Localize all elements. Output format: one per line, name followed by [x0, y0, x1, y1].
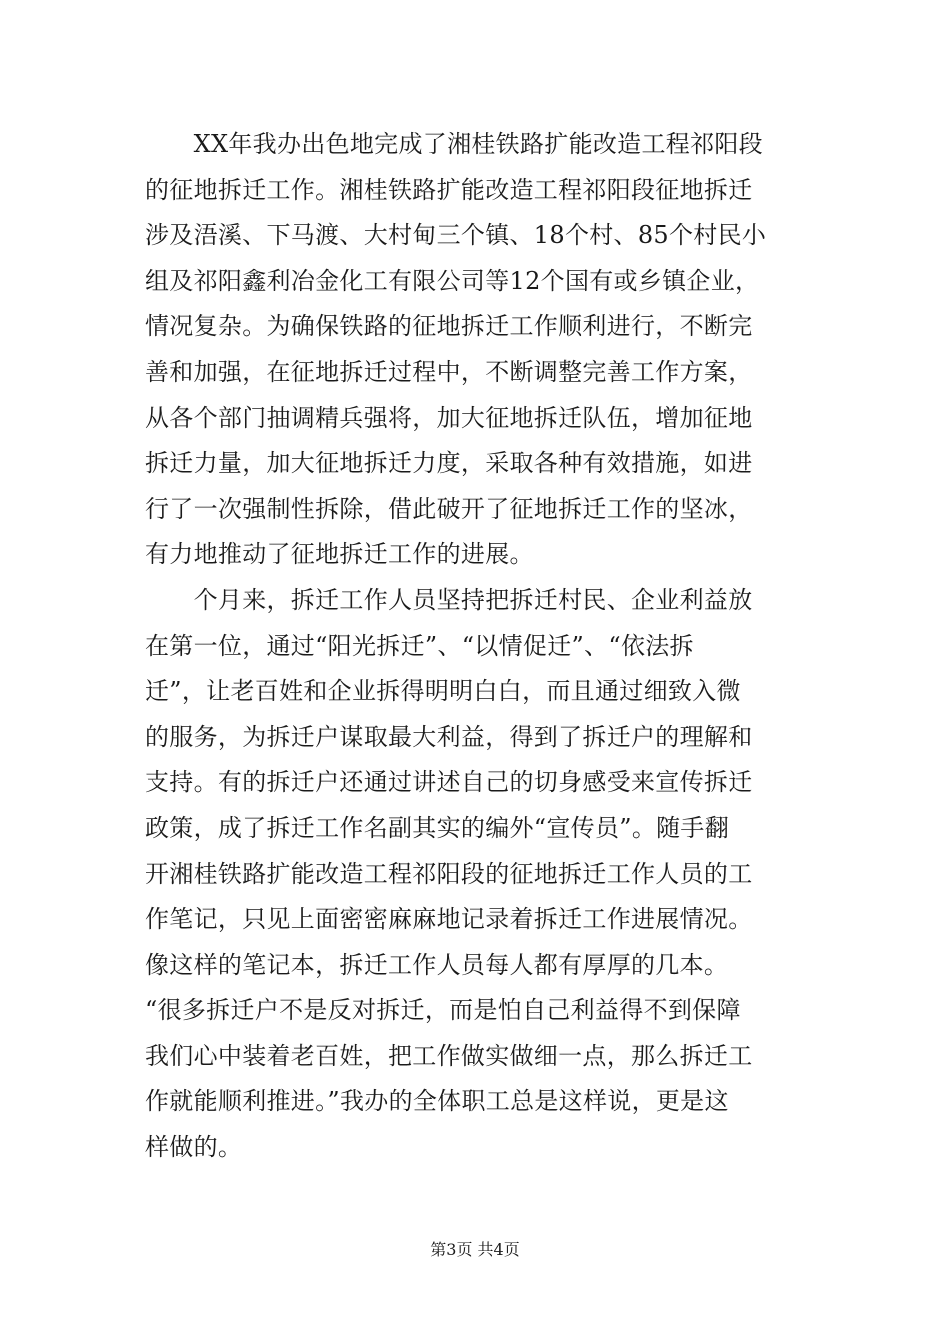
text-line: 迁”，让老百姓和企业拆得明明白白，而且通过细致入微	[145, 677, 741, 706]
text-line: 我们心中装着老百姓，把工作做实做细一点，那么拆迁工	[145, 1041, 753, 1070]
text-line: 从各个部门抽调精兵强将，加大征地拆迁队伍，增加征地	[145, 403, 753, 432]
page-number: 第3页 共4页	[430, 1240, 520, 1259]
text-line: 行了一次强制性拆除，借此破开了征地拆迁工作的坚冰，	[145, 494, 753, 523]
text-line: 样做的。	[145, 1133, 243, 1162]
text-line: 政策，成了拆迁工作名副其实的编外“宣传员”。随手翻	[145, 813, 730, 842]
text-line: 个月来，拆迁工作人员坚持把拆迁村民、企业利益放	[145, 585, 753, 614]
text-line: 像这样的笔记本，拆迁工作人员每人都有厚厚的几本。	[145, 950, 729, 979]
text-line: 支持。有的拆迁户还通过讲述自己的切身感受来宣传拆迁	[145, 768, 753, 797]
text-line: 在第一位，通过“阳光拆迁”、“以情促迁”、“依法拆	[145, 631, 694, 660]
text-line: 组及祁阳鑫利冶金化工有限公司等12个国有或乡镇企业，	[145, 266, 760, 295]
text-line: 开湘桂铁路扩能改造工程祁阳段的征地拆迁工作人员的工	[145, 859, 753, 888]
text-line: 的服务，为拆迁户谋取最大利益，得到了拆迁户的理解和	[145, 722, 753, 751]
text-line: 拆迁力量，加大征地拆迁力度，采取各种有效措施，如进	[145, 449, 753, 478]
text-line: 作笔记，只见上面密密麻麻地记录着拆迁工作进展情况。	[145, 905, 753, 934]
text-line: XX年我办出色地完成了湘桂铁路扩能改造工程祁阳段	[145, 130, 763, 158]
page-footer	[0, 1240, 950, 1260]
text-line: 作就能顺利推进。”我办的全体职工总是这样说，更是这	[145, 1087, 729, 1116]
text-line: 有力地推动了征地拆迁工作的进展。	[145, 540, 534, 569]
text-line: “很多拆迁户不是反对拆迁，而是怕自己利益得不到保障	[145, 996, 741, 1025]
text-line: 善和加强，在征地拆迁过程中，不断调整完善工作方案，	[145, 357, 753, 386]
text-line: 涉及浯溪、下马渡、大村甸三个镇、18个村、85个村民小	[145, 221, 767, 250]
body-text	[145, 122, 810, 1171]
text-line: 的征地拆迁工作。湘桂铁路扩能改造工程祁阳段征地拆迁	[145, 175, 753, 204]
text-line: 情况复杂。为确保铁路的征地拆迁工作顺利进行，不断完	[145, 312, 753, 341]
